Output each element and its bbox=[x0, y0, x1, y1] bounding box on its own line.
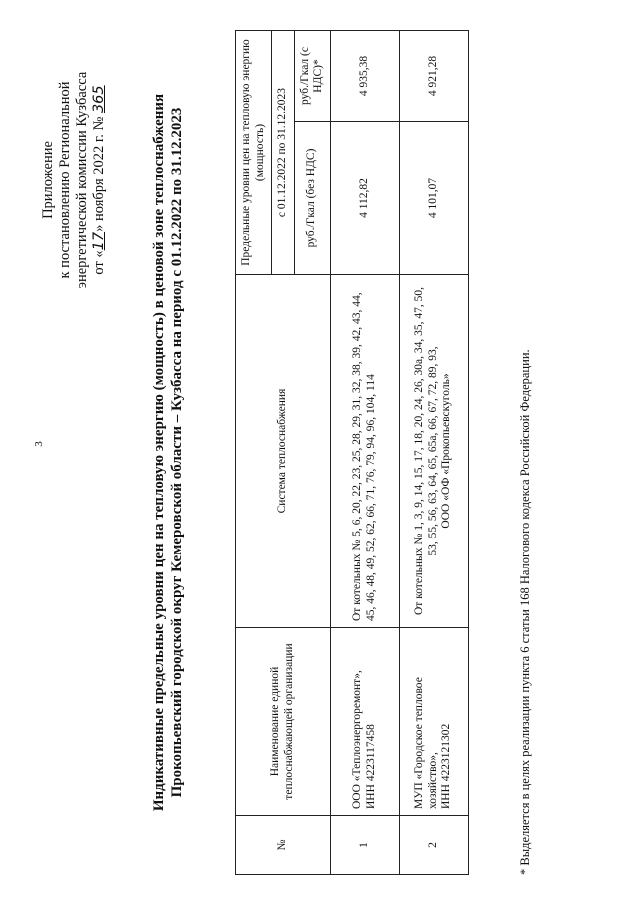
appendix-header bbox=[40, 30, 108, 330]
appendix-title: Приложение bbox=[40, 141, 56, 219]
appendix-line2: к постановлению Региональной bbox=[57, 81, 73, 279]
row-num: 2 bbox=[399, 816, 468, 875]
row-price-with-vat: 4 935,38 bbox=[330, 31, 399, 122]
header-period: с 01.12.2022 по 31.12.2023 bbox=[272, 31, 295, 275]
system-boilers: От котельных № 5, 6, 20, 22, 23, 25, 28, 29, 31, 32, 38, 39, 42, 43, 44, 45, 46, 48, 49, 52, 62, 66, 71, 76, 79, 94, 96, 104, 114 bbox=[351, 292, 377, 621]
org-inn: ИНН 4223117458 bbox=[364, 724, 377, 809]
date-day: 17 bbox=[91, 231, 107, 251]
row-system bbox=[330, 275, 399, 628]
date-prefix: от « bbox=[91, 250, 107, 275]
rotated-document bbox=[30, 30, 610, 875]
row-price-no-vat: 4 101,07 bbox=[399, 122, 468, 275]
header-price-group: Предельные уровни цен на тепловую энергию (мощность) bbox=[236, 31, 272, 275]
row-price-with-vat: 4 921,28 bbox=[399, 31, 468, 122]
header-org: Наименование единой теплоснабжающей организации bbox=[236, 628, 331, 816]
header-row-1 bbox=[236, 31, 272, 875]
row-org bbox=[330, 628, 399, 816]
resolution-number: 365 bbox=[91, 85, 107, 114]
system-extra: ООО «ОФ «Прокопьевскуголь» bbox=[440, 373, 453, 529]
org-inn: ИНН 4223121302 bbox=[440, 723, 453, 809]
row-org bbox=[399, 628, 468, 816]
table-row bbox=[399, 31, 468, 875]
document-title bbox=[150, 30, 186, 875]
org-name: МУП «Городское тепловое хозяйство», bbox=[413, 677, 439, 809]
title-line-1: Индикативные предельные уровни цен на тепловую энергию (мощность) в ценовой зоне теплоснабжения bbox=[151, 93, 167, 812]
title-line-2: Прокопьевский городской округ Кемеровской области – Кузбасса на период с 01.12.2022 по 31.12.2023 bbox=[169, 107, 185, 798]
row-system bbox=[399, 275, 468, 628]
price-table bbox=[235, 30, 469, 875]
row-price-no-vat: 4 112,82 bbox=[330, 122, 399, 275]
header-num: № bbox=[236, 816, 331, 875]
header-no-vat: руб./Гкал (без НДС) bbox=[294, 122, 330, 275]
org-name: ООО «Теплоэнергоремонт», bbox=[351, 670, 363, 809]
header-with-vat: руб./Гкал (с НДС)* bbox=[294, 31, 330, 122]
system-boilers: От котельных № 1, 3, 9, 14, 15, 17, 18, 20, 24, 26, 30а, 34, 35, 47, 50, 53, 55, 56, 63, 64, 65, 65а, 66, 67, 72, 89, 93, bbox=[413, 287, 439, 616]
row-num: 1 bbox=[330, 816, 399, 875]
table-row bbox=[330, 31, 399, 875]
header-system: Система теплоснабжения bbox=[236, 275, 331, 628]
date-mid: » ноября 2022 г. № bbox=[91, 113, 107, 232]
footnote: * Выделяется в целях реализации пункта 6 статьи 168 Налогового кодекса Российской Федерации. bbox=[518, 349, 532, 875]
appendix-date-line bbox=[91, 30, 108, 330]
page-number: 3 bbox=[32, 441, 45, 447]
appendix-line3: энергетической комиссии Кузбасса bbox=[74, 71, 90, 289]
